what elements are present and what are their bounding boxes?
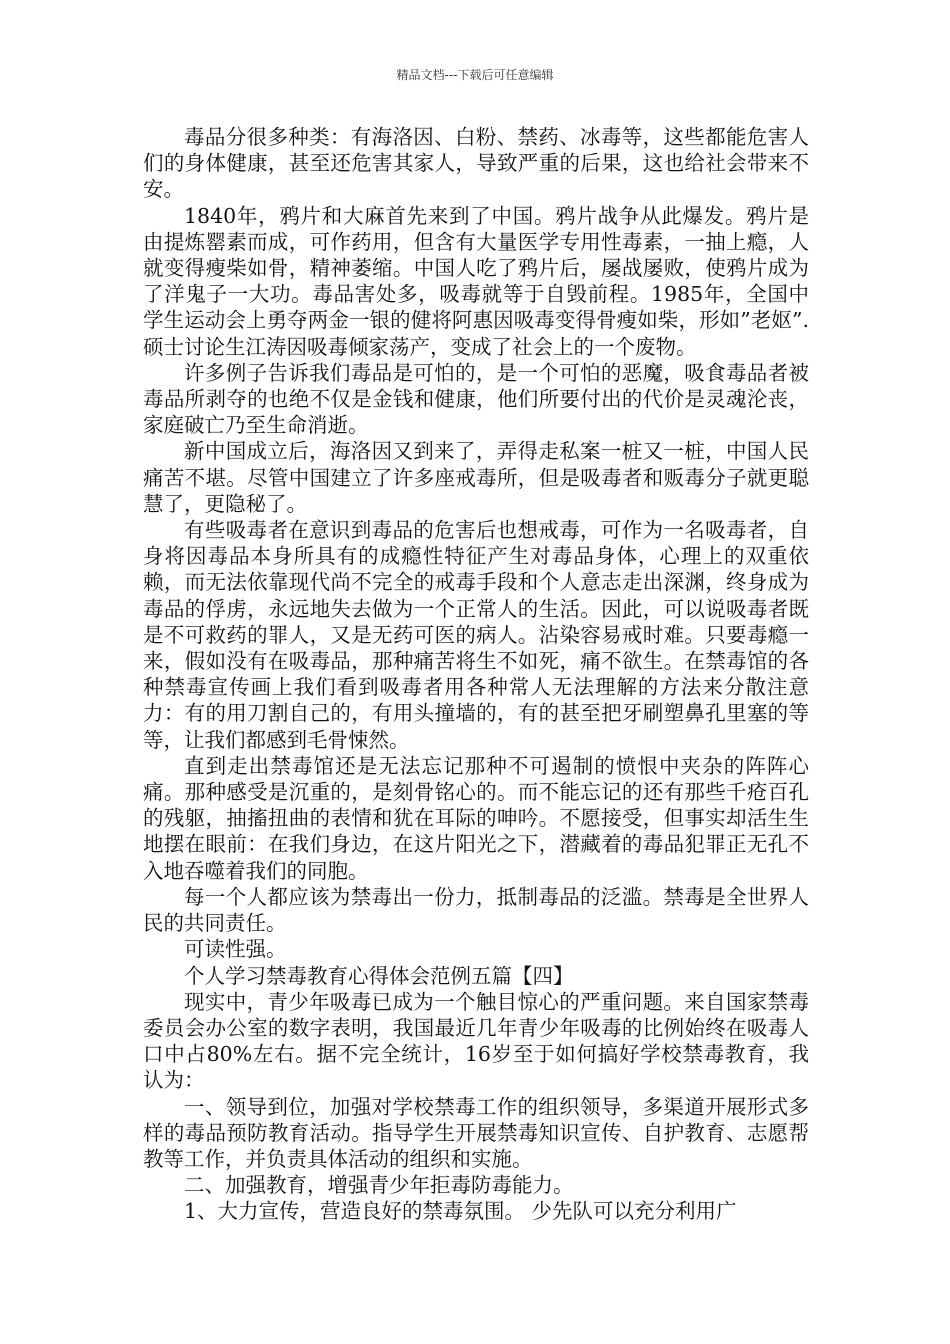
paragraph: 可读性强。 bbox=[184, 937, 287, 962]
page-header: 精品文档---下载后可任意编辑 bbox=[396, 68, 554, 82]
section-heading: 个人学习禁毒教育心得体会范例五篇【四】 bbox=[184, 963, 574, 988]
paragraph: 有些吸毒者在意识到毒品的危害后也想戒毒，可作为一名吸毒者，自身将因毒品本身所具有的成瘾性特征产生对毒品身体，心理上的双重依赖，而无法依靠现代尚不完全的戒毒手段和个人意志走出深渊，终身成为毒品的俘虏，永远地失去做为一个正常人的生活。因此，可以说吸毒者既是不可救药的罪人，又是无药可医的病人。沾染容易戒时难。只要毒瘾一来，假如没有在吸毒品，那种痛苦将生不如死，痛不欲生。在禁毒馆的各种禁毒宣传画上我们看到吸毒者用各种常人无法理解的方法来分散注意力：有的用刀割自己的，有用头撞墙的，有的甚至把牙刷塑鼻孔里塞的等等，让我们都感到毛骨悚然。 bbox=[143, 518, 809, 752]
paragraph: 一、领导到位，加强对学校禁毒工作的组织领导，多渠道开展形式多样的毒品预防教育活动。指导学生开展禁毒知识宣传、自护教育、志愿帮教等工作，并负责具体活动的组织和实施。 bbox=[143, 1094, 809, 1171]
paragraph: 每一个人都应该为禁毒出一份力，抵制毒品的泛滥。禁毒是全世界人民的共同责任。 bbox=[143, 884, 809, 936]
document-body bbox=[143, 124, 809, 1225]
paragraph: 直到走出禁毒馆还是无法忘记那种不可遏制的愤恨中夹杂的阵阵心痛。那种感受是沉重的，是刻骨铭心的。而不能忘记的还有那些千疮百孔的残躯，抽搐扭曲的表情和犹在耳际的呻吟。不愿接受，但事实却活生生地摆在眼前：在我们身边，在这片阳光之下，潜藏着的毒品犯罪正无孔不入地吞噬着我们的同胞。 bbox=[143, 753, 809, 883]
paragraph: 许多例子告诉我们毒品是可怕的，是一个可怕的恶魔，吸食毒品者被毒品所剥夺的也绝不仅是金钱和健康，他们所要付出的代价是灵魂沦丧，家庭破亡乃至生命消逝。 bbox=[143, 360, 809, 438]
paragraph: 新中国成立后，海洛因又到来了，弄得走私案一桩又一桩，中国人民痛苦不堪。尽管中国建立了许多座戒毒所，但是吸毒者和贩毒分子就更聪慧了，更隐秘了。 bbox=[143, 439, 809, 516]
paragraph: 1840年，鸦片和大麻首先来到了中国。鸦片战争从此爆发。鸦片是由提炼罂素而成，可作药用，但含有大量医学专用性毒素，一抽上瘾，人就变得瘦柴如骨，精神萎缩。中国人吃了鸦片后，屡战屡败，使鸦片成为了洋鬼子一大功。毒品害处多，吸毒就等于自毁前程。1985年，全国中学生运动会上勇夺两金一银的健将阿惠因吸毒变得骨瘦如柴，形如”老妪”.硕士讨论生江涛因吸毒倾家荡产，变成了社会上的一个废物。 bbox=[143, 203, 809, 359]
paragraph: 毒品分很多种类：有海洛因、白粉、禁药、冰毒等，这些都能危害人们的身体健康，甚至还危害其家人，导致严重的后果，这也给社会带来不安。 bbox=[143, 125, 809, 202]
paragraph: 二、加强教育，增强青少年拒毒防毒能力。 bbox=[184, 1173, 574, 1198]
paragraph: 1、大力宣传，营造良好的禁毒氛围。 少先队可以充分利用广 bbox=[184, 1199, 737, 1224]
paragraph: 现实中，青少年吸毒已成为一个触目惊心的严重问题。来自国家禁毒委员会办公室的数字表明，我国最近几年青少年吸毒的比例始终在吸毒人口中占80%左右。据不完全统计，16岁至于如何搞好学校禁毒教育，我认为： bbox=[143, 989, 809, 1093]
